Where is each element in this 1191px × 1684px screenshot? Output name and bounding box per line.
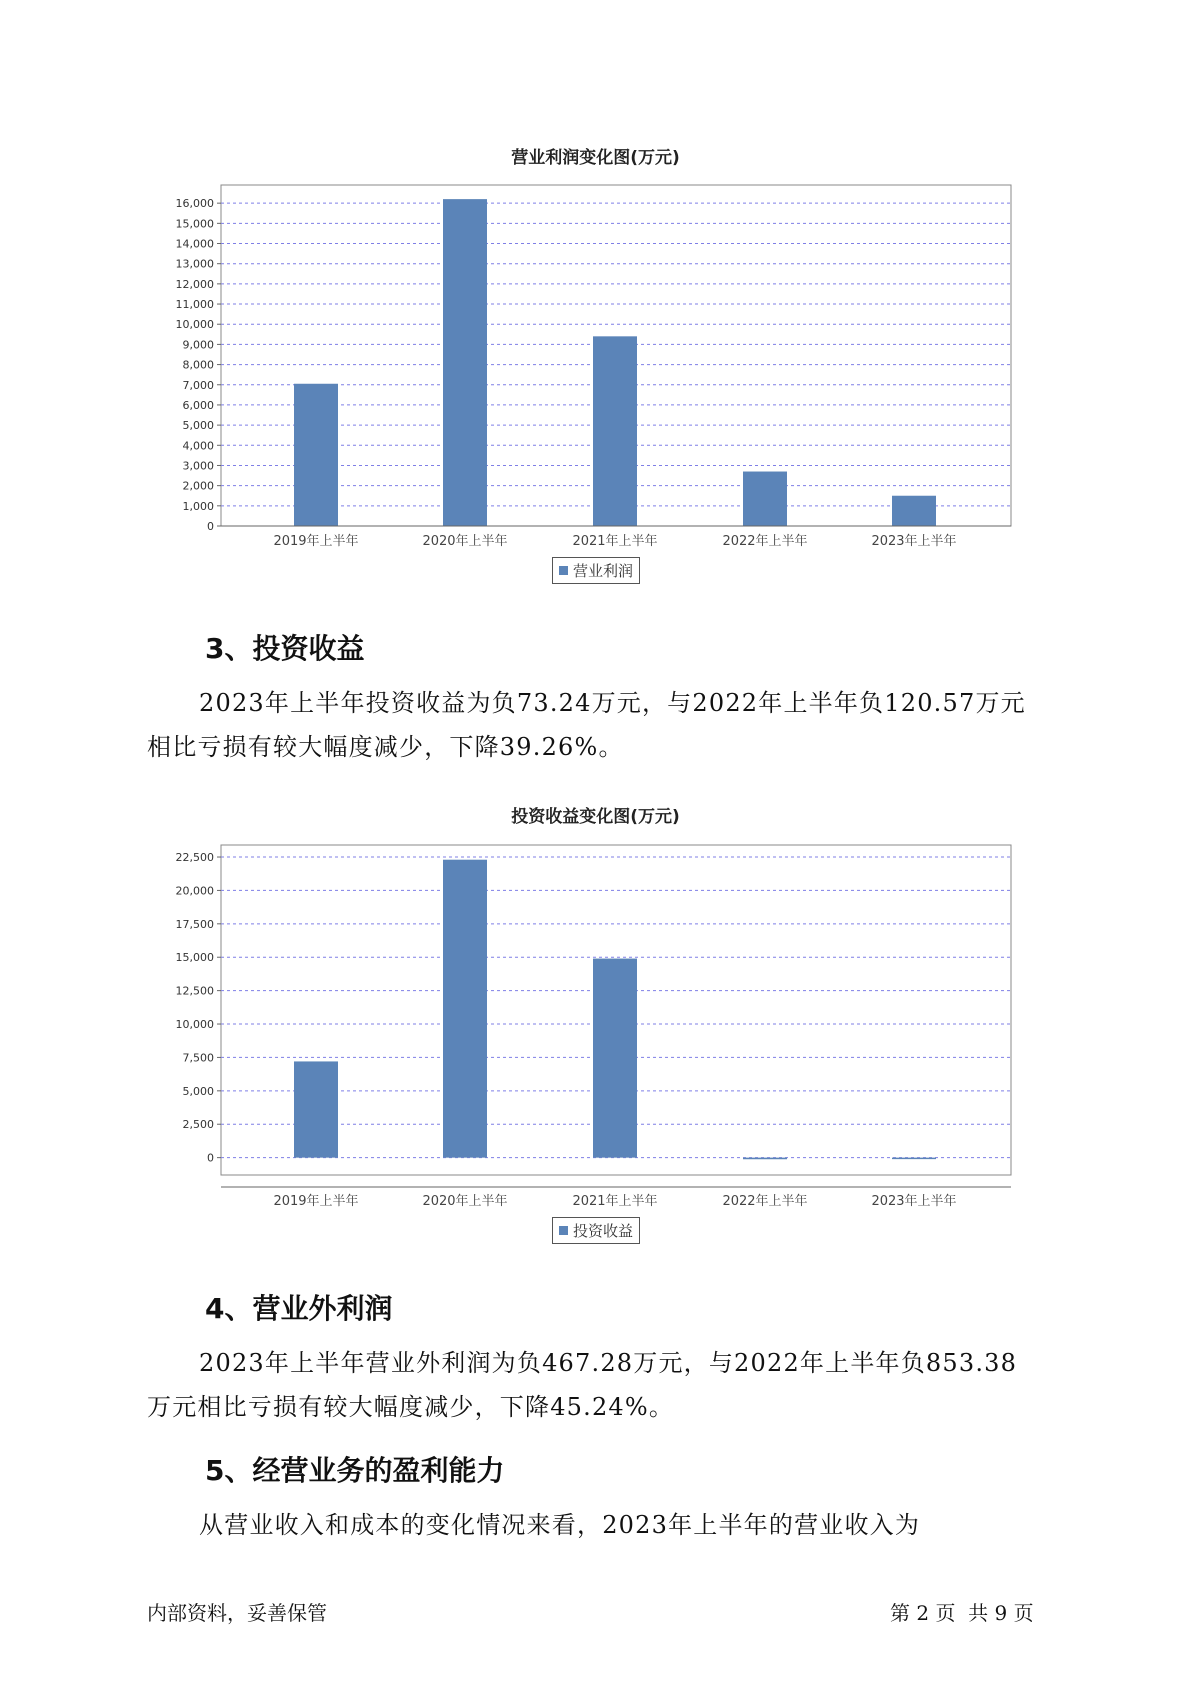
chart2-legend: [552, 1217, 640, 1244]
y-tick-label: 1,000: [182, 499, 214, 513]
section-5-line-1: 从营业收入和成本的变化情况来看，2023年上半年的营业收入为: [199, 1511, 921, 1539]
section-5-paragraph: [147, 1503, 1067, 1547]
y-tick-label: 8,000: [182, 358, 214, 372]
bar: [743, 1158, 787, 1160]
section-4-heading: 4、营业外利润: [205, 1292, 393, 1325]
x-category-label: 2023年上半年: [871, 534, 957, 549]
x-category-label: 2021年上半年: [572, 1194, 658, 1209]
chart2-legend-label: 投资收益: [573, 1222, 634, 1240]
bar: [892, 1158, 936, 1160]
y-tick-label: 7,000: [182, 378, 214, 392]
y-tick-label: 10,000: [175, 1018, 214, 1032]
y-tick-label: 0: [207, 1151, 214, 1165]
chart2-title: 投资收益变化图(万元): [511, 807, 680, 827]
y-tick-label: 4,000: [182, 439, 214, 453]
x-category-label: 2023年上半年: [871, 1194, 957, 1209]
chart1-legend-label: 营业利润: [573, 562, 634, 580]
x-category-label: 2019年上半年: [273, 1194, 359, 1209]
y-tick-label: 0: [207, 520, 214, 533]
y-tick-label: 15,000: [175, 217, 214, 231]
section-3-line-1: 2023年上半年投资收益为负73.24万元，与2022年上半年负120.57万元: [199, 689, 1026, 717]
y-tick-label: 2,000: [182, 479, 214, 493]
y-tick-label: 20,000: [175, 884, 214, 898]
y-tick-label: 15,000: [175, 951, 214, 965]
y-tick-label: 3,000: [182, 459, 214, 473]
section-5-heading: 5、经营业务的盈利能力: [205, 1454, 505, 1487]
y-tick-label: 13,000: [175, 257, 214, 271]
y-tick-label: 6,000: [182, 398, 214, 412]
x-category-label: 2021年上半年: [572, 534, 658, 549]
y-tick-label: 16,000: [175, 197, 214, 211]
y-tick-label: 10,000: [175, 318, 214, 332]
footer-confidential: 内部资料，妥善保管: [147, 1601, 327, 1625]
x-category-label: 2022年上半年: [722, 1194, 808, 1209]
bar: [443, 860, 487, 1158]
y-tick-label: 14,000: [175, 237, 214, 251]
y-tick-label: 12,000: [175, 277, 214, 291]
x-category-label: 2019年上半年: [273, 534, 359, 549]
x-category-label: 2022年上半年: [722, 534, 808, 549]
bar: [294, 1061, 338, 1157]
legend-swatch: [559, 1226, 568, 1235]
y-tick-label: 5,000: [182, 419, 214, 433]
y-tick-label: 7,500: [182, 1051, 214, 1065]
x-category-label: 2020年上半年: [422, 1194, 508, 1209]
y-tick-label: 9,000: [182, 338, 214, 352]
section-4-line-2: 万元相比亏损有较大幅度减少，下降45.24%。: [147, 1393, 675, 1421]
y-tick-label: 12,500: [175, 984, 214, 998]
y-tick-label: 2,500: [182, 1118, 214, 1132]
section-4-line-1: 2023年上半年营业外利润为负467.28万元，与2022年上半年负853.38: [199, 1349, 1018, 1377]
x-category-label: 2020年上半年: [422, 534, 508, 549]
chart1-title: 营业利润变化图(万元): [511, 148, 680, 168]
footer-page-number: 第 2 页 共 9 页: [890, 1601, 1034, 1625]
section-3-line-2: 相比亏损有较大幅度减少，下降39.26%。: [147, 733, 624, 761]
y-tick-label: 22,500: [175, 851, 214, 865]
bar: [593, 959, 637, 1158]
section-4-paragraph: [147, 1341, 1067, 1429]
y-tick-label: 17,500: [175, 917, 214, 931]
y-tick-label: 5,000: [182, 1084, 214, 1098]
y-tick-label: 11,000: [175, 298, 214, 312]
section-3-heading: 3、投资收益: [205, 632, 365, 665]
